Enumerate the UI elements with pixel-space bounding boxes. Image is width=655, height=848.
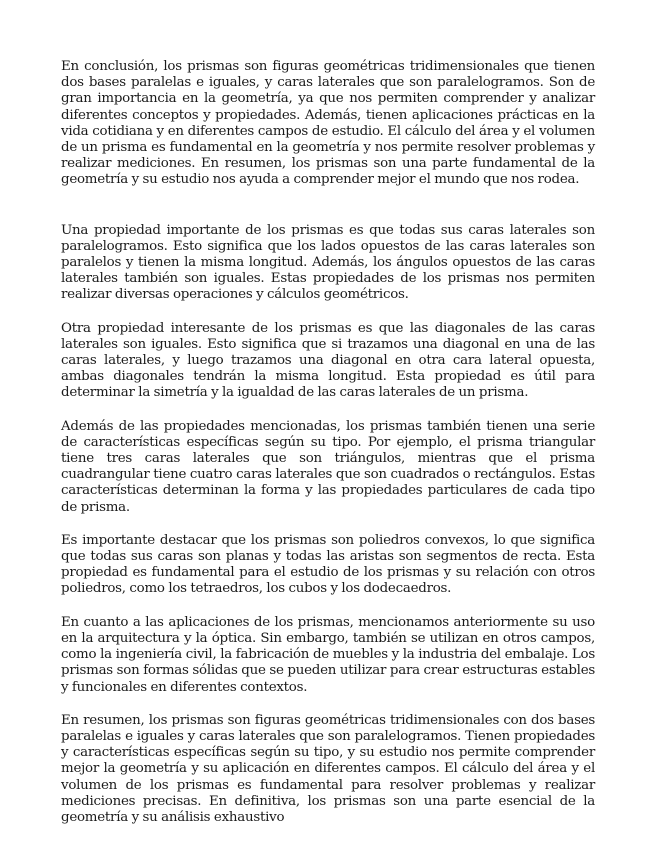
paragraph-diagonals: Otra propiedad interesante de los prismas es que las diagonales de las caras laterales son iguales. Esto significa que si trazamos una diagonal en una de las caras laterales, y luego trazamos una diagonal en otra cara lateral opuesta, ambas diagonales tendrán la misma longitud. Esta propiedad es útil para determinar la simetría y la igualdad de las caras laterales de un prisma.	[61, 320, 595, 401]
paragraph-prism-types: Además de las propiedades mencionadas, los prismas también tienen una serie de características específicas según su tipo. Por ejemplo, el prisma triangular tiene tres caras laterales que son triángulos, mientras que el prisma cuadrangular tiene cuatro caras laterales que son cuadrados o rectángulos. Estas características determinan la forma y las propiedades particulares de cada tipo de prisma.	[61, 418, 595, 515]
document-page	[61, 59, 595, 826]
paragraph-convex-polyhedra: Es importante destacar que los prismas son poliedros convexos, lo que significa que todas sus caras son planas y todas las aristas son segmentos de recta. Esta propiedad es fundamental para el estudio de los prismas y su relación con otros poliedros, como los tetraedros, los cubos y los dodecaedros.	[61, 532, 595, 597]
paragraph-lateral-faces: Una propiedad importante de los prismas es que todas sus caras laterales son paralelogramos. Esto significa que los lados opuestos de las caras laterales son paralelos y tienen la misma longitud. Además, los ángulos opuestos de las caras laterales también son iguales. Estas propiedades de los prismas nos permiten realizar diversas operaciones y cálculos geométricos.	[61, 222, 595, 303]
paragraph-applications: En cuanto a las aplicaciones de los prismas, mencionamos anteriormente su uso en la arquitectura y la óptica. Sin embargo, también se utilizan en otros campos, como la ingeniería civil, la fabricación de muebles y la industria del embalaje. Los prismas son formas sólidas que se pueden utilizar para crear estructuras estables y funcionales en diferentes contextos.	[61, 614, 595, 695]
paragraph-conclusion: En conclusión, los prismas son figuras geométricas tridimensionales que tienen dos bases paralelas e iguales, y caras laterales que son paralelogramos. Son de gran importancia en la geometría, ya que nos permiten comprender y analizar diferentes conceptos y propiedades. Además, tienen aplicaciones prácticas en la vida cotidiana y en diferentes campos de estudio. El cálculo del área y el volumen de un prisma es fundamental en la geometría y nos permite resolver problemas y realizar mediciones. En resumen, los prismas son una parte fundamental de la geometría y su estudio nos ayuda a comprender mejor el mundo que nos rodea.	[61, 59, 595, 188]
paragraph-summary: En resumen, los prismas son figuras geométricas tridimensionales con dos bases paralelas e iguales y caras laterales que son paralelogramos. Tienen propiedades y características específicas según su tipo, y su estudio nos permite comprender mejor la geometría y su aplicación en diferentes campos. El cálculo del área y el volumen de los prismas es fundamental para resolver problemas y realizar mediciones precisas. En definitiva, los prismas son una parte esencial de la geometría y su análisis exhaustivo	[61, 712, 595, 825]
